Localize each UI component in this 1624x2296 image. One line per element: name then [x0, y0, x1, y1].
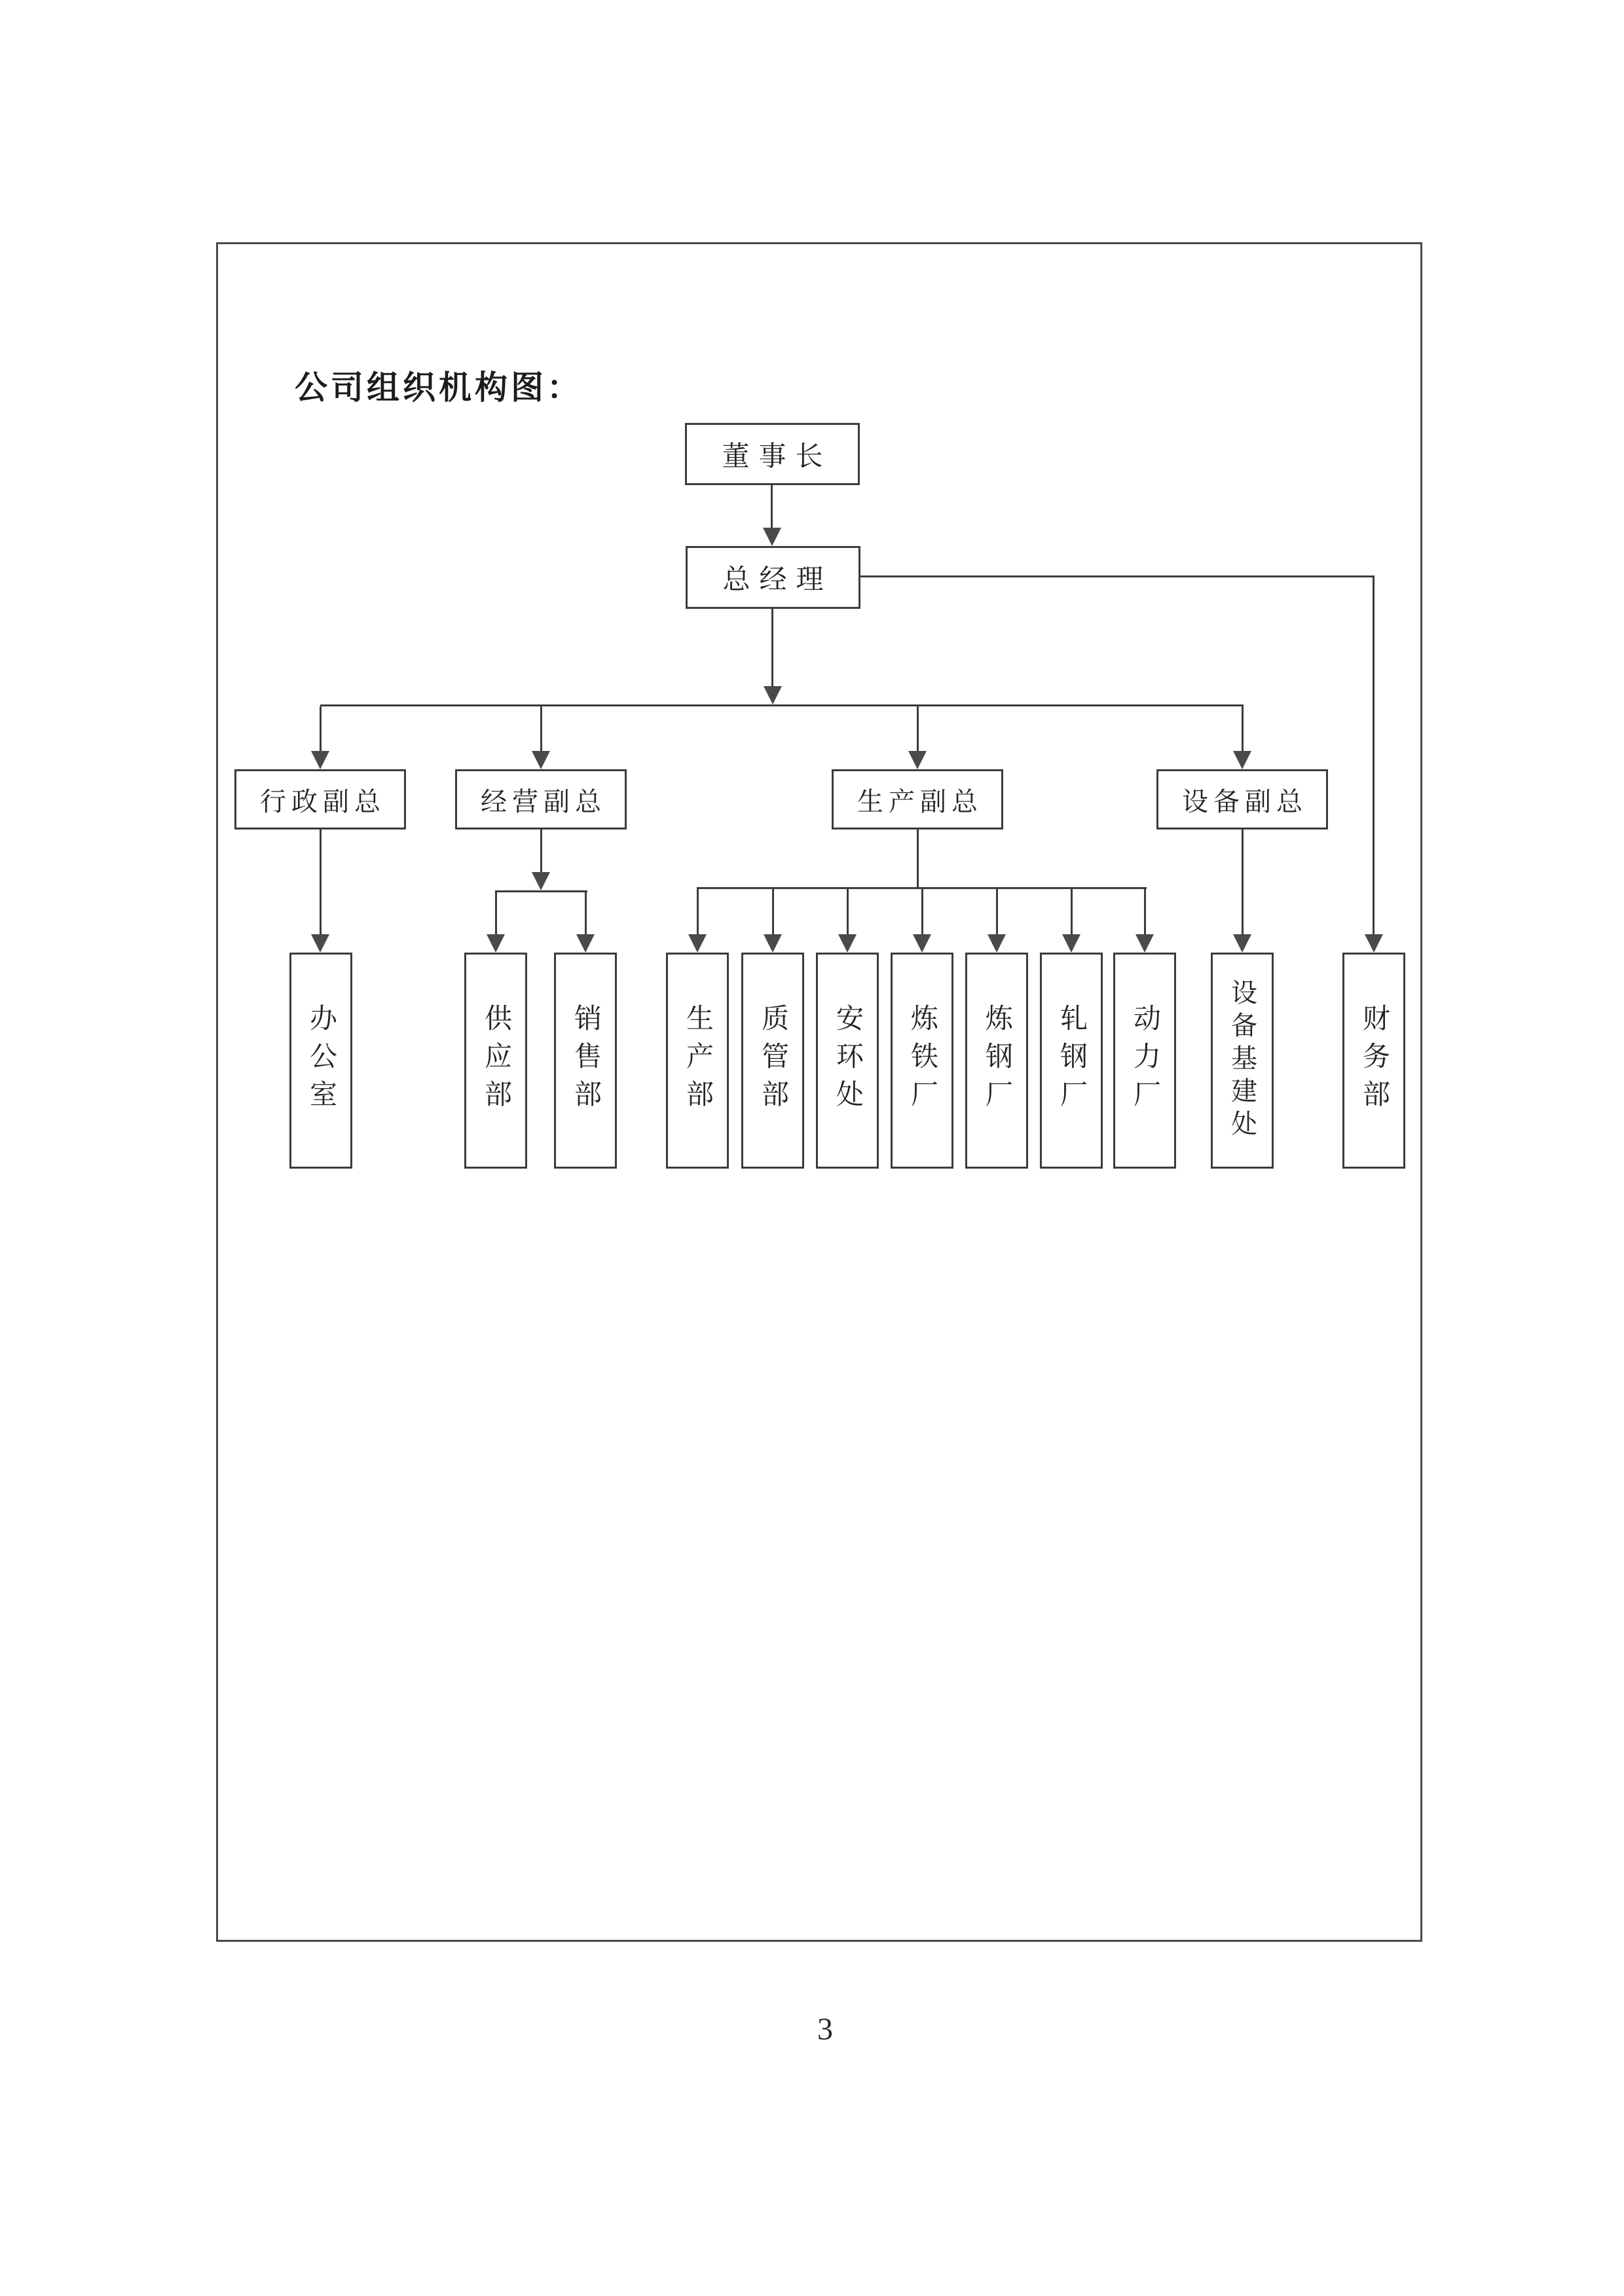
connector-line: [540, 829, 542, 873]
arrowhead-down-icon: [908, 751, 927, 769]
org-node-dept-office: 办公室: [289, 953, 352, 1169]
arrowhead-down-icon: [532, 872, 550, 890]
arrowhead-down-icon: [1233, 934, 1251, 953]
org-node-dept-supply: 供应部: [464, 953, 527, 1169]
connector-line: [847, 889, 849, 934]
org-node-dept-steelmaking: 炼钢厂: [965, 953, 1028, 1169]
connector-line: [1242, 829, 1244, 934]
connector-line: [921, 889, 923, 934]
org-node-dept-equipment-construction: 设备基建处: [1211, 953, 1274, 1169]
org-node-dept-rolling: 轧钢厂: [1040, 953, 1103, 1169]
arrowhead-down-icon: [764, 686, 782, 704]
connector-line: [1144, 889, 1146, 934]
connector-line: [495, 890, 587, 892]
connector-line: [996, 889, 998, 934]
connector-line: [917, 706, 919, 751]
connector-line: [1242, 706, 1244, 751]
org-node-dept-finance: 财务部: [1342, 953, 1405, 1169]
arrowhead-down-icon: [1135, 934, 1154, 953]
arrowhead-down-icon: [1062, 934, 1080, 953]
connector-line: [771, 485, 773, 528]
connector-line: [917, 829, 919, 889]
connector-line: [320, 704, 1244, 706]
arrowhead-down-icon: [311, 751, 329, 769]
connector-line: [585, 892, 587, 934]
arrowhead-down-icon: [532, 751, 550, 769]
org-node-deputy-business: 经营副总: [455, 769, 627, 829]
arrowhead-down-icon: [764, 934, 782, 953]
arrowhead-down-icon: [763, 528, 781, 546]
org-node-deputy-production: 生产副总: [832, 769, 1003, 829]
connector-line: [772, 889, 774, 934]
org-node-deputy-equipment: 设备副总: [1156, 769, 1328, 829]
connector-line: [860, 575, 1375, 577]
figure-title: 公司组织机构图：: [295, 369, 583, 406]
arrowhead-down-icon: [311, 934, 329, 953]
connector-line: [495, 892, 497, 934]
org-node-dept-production: 生产部: [666, 953, 729, 1169]
org-node-dept-quality: 质管部: [741, 953, 804, 1169]
connector-line: [771, 609, 773, 686]
connector-line: [697, 889, 699, 934]
arrowhead-down-icon: [487, 934, 505, 953]
connector-line: [320, 829, 322, 934]
arrowhead-down-icon: [987, 934, 1006, 953]
connector-line: [1373, 575, 1375, 935]
org-node-dept-safety-env: 安环处: [816, 953, 879, 1169]
org-node-dept-ironmaking: 炼铁厂: [891, 953, 953, 1169]
arrowhead-down-icon: [1233, 751, 1251, 769]
arrowhead-down-icon: [576, 934, 595, 953]
arrowhead-down-icon: [688, 934, 707, 953]
org-node-deputy-admin: 行政副总: [234, 769, 406, 829]
arrowhead-down-icon: [1365, 934, 1383, 953]
connector-line: [540, 706, 542, 751]
connector-line: [320, 706, 322, 751]
org-node-dept-sales: 销售部: [554, 953, 617, 1169]
arrowhead-down-icon: [913, 934, 931, 953]
org-node-chairman: 董事长: [685, 423, 860, 485]
arrowhead-down-icon: [838, 934, 857, 953]
org-node-general-manager: 总经理: [686, 546, 860, 609]
org-node-dept-power: 动力厂: [1113, 953, 1176, 1169]
page-number: 3: [817, 2012, 833, 2047]
connector-line: [1071, 889, 1073, 934]
